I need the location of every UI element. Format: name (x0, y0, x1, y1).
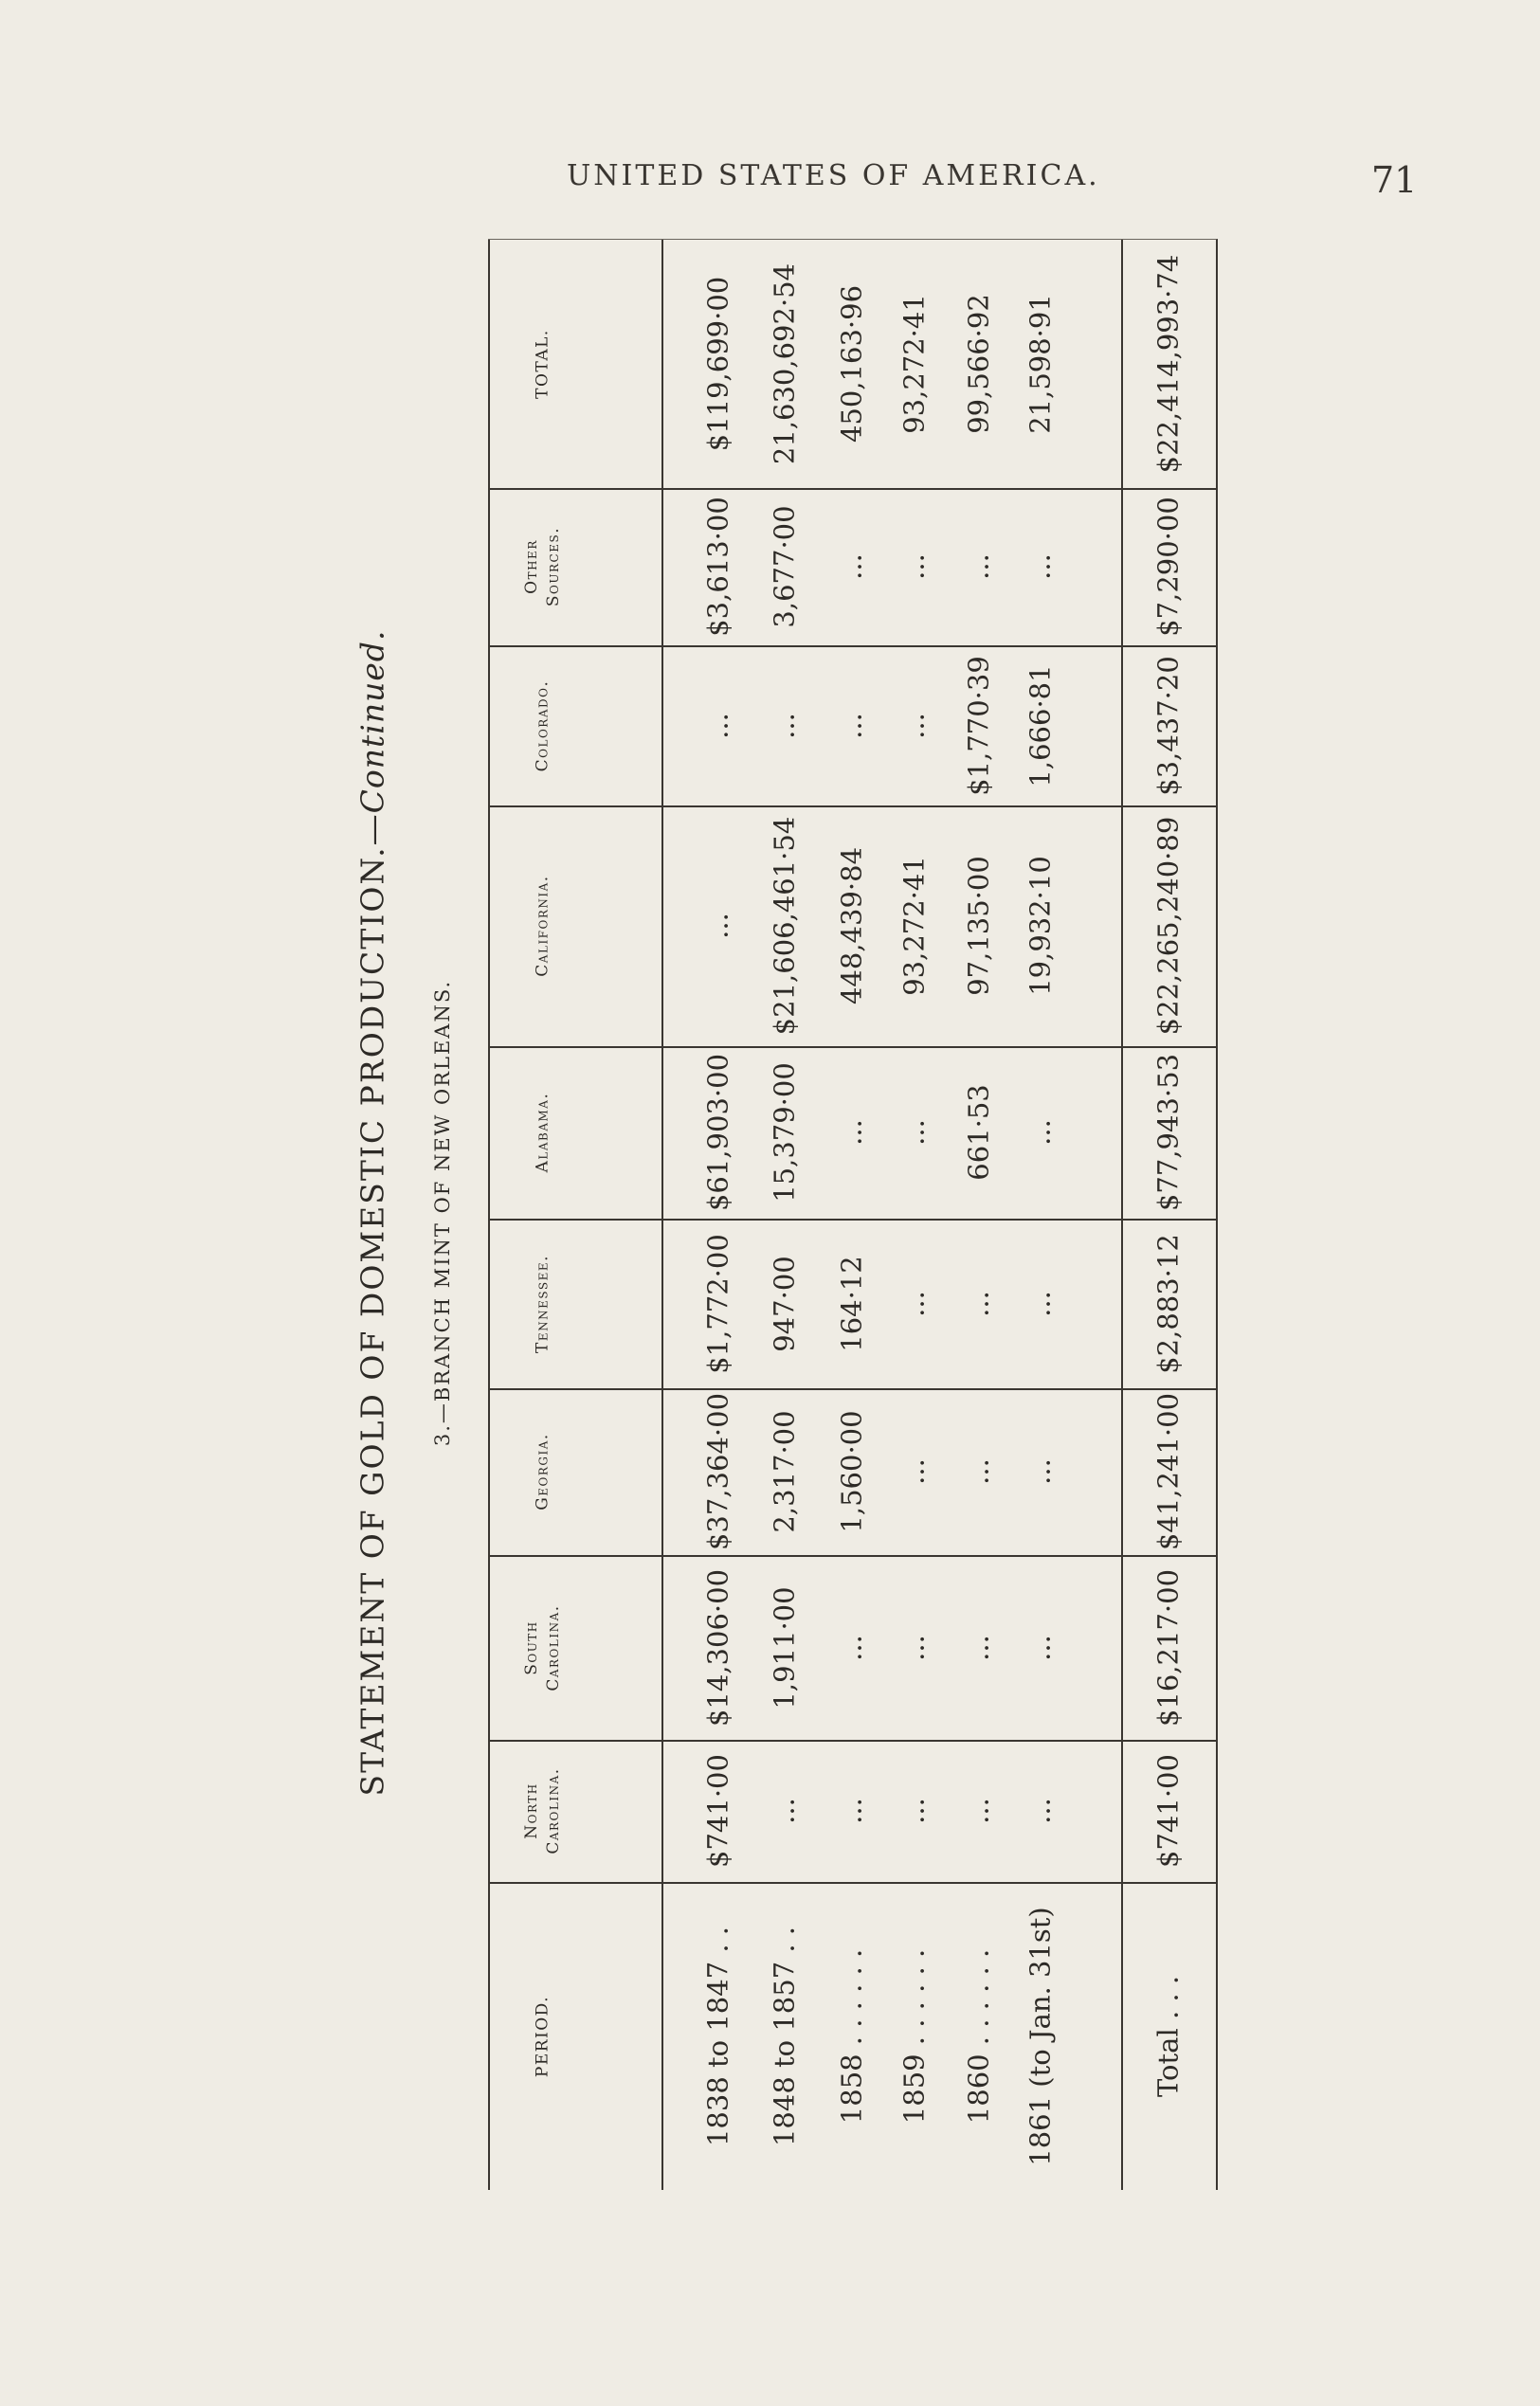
table-cell: ... (835, 553, 868, 580)
column-header-line: North (522, 1782, 542, 1839)
total-cell: $16,217·00 (1151, 1568, 1185, 1727)
table-cell: 3,677·00 (768, 505, 801, 628)
table-cell: 1,560·00 (835, 1410, 868, 1533)
table-cell: ... (897, 1290, 931, 1317)
table-cell: 15,379·00 (768, 1062, 801, 1203)
column-header (521, 1767, 565, 1854)
column-header (521, 527, 565, 606)
table-cell: ... (962, 1290, 995, 1317)
table-cell: ... (897, 1634, 931, 1661)
table-cell: 661·53 (962, 1084, 995, 1181)
column-header (533, 1093, 554, 1173)
column-header (533, 1254, 554, 1352)
total-row-label: Total . . . (1151, 1975, 1185, 2097)
table-cell: ... (768, 712, 801, 739)
table-cell: ... (897, 1798, 931, 1824)
table-cell: ... (1024, 1798, 1057, 1824)
column-header-line: Alabama. (533, 1092, 553, 1173)
table-cell: 99,566·92 (962, 294, 995, 434)
total-cell: $7,290·00 (1151, 497, 1185, 637)
column-header (521, 1604, 565, 1691)
total-cell: $22,414,993·74 (1151, 254, 1185, 474)
table-cell: 448,439·84 (835, 846, 868, 1005)
table-cell: 93,272·41 (897, 856, 931, 996)
column-header (533, 679, 554, 771)
table-cell: 947·00 (768, 1255, 801, 1352)
period-label: 1838 to 1847 . . (701, 1926, 734, 2146)
table-cell: $61,903·00 (701, 1053, 734, 1212)
column-header-period-label: PERIOD. (533, 1995, 553, 2077)
period-label: 1848 to 1857 . . (768, 1926, 801, 2146)
table-cell: 21,598·91 (1024, 294, 1057, 434)
table-cell: 21,630,692·54 (768, 262, 801, 465)
table-cell: $14,306·00 (701, 1568, 734, 1727)
table-cell: ... (1024, 1458, 1057, 1485)
table-cell: 1,911·00 (768, 1585, 801, 1710)
column-header-period (533, 1995, 554, 2076)
table-cell: 19,932·10 (1024, 856, 1057, 996)
page-number: 71 (1371, 159, 1418, 201)
table-cell: $3,613·00 (701, 497, 734, 637)
column-header-line: Georgia. (533, 1433, 553, 1511)
table-cell: ... (962, 1634, 995, 1661)
column-header-line: South (522, 1619, 542, 1675)
period-label: 1861 (to Jan. 31st) (1024, 1906, 1057, 2166)
column-header (533, 329, 554, 399)
table-cell: $119,699·00 (701, 276, 734, 452)
period-label: 1860 . . . . . . (962, 1948, 995, 2124)
column-header-line: TOTAL. (533, 329, 553, 399)
table-cell: ... (1024, 1290, 1057, 1317)
table-cell: $741·00 (701, 1754, 734, 1868)
table-cell: ... (835, 1119, 868, 1146)
table-cell: ... (962, 1458, 995, 1485)
table-cell: ... (897, 1119, 931, 1146)
period-label: 1859 . . . . . . (897, 1948, 931, 2124)
table-cell: ... (768, 1798, 801, 1824)
table-cell: ... (701, 712, 734, 739)
table-cell: $37,364·00 (701, 1392, 734, 1551)
total-cell: $2,883·12 (1151, 1233, 1185, 1374)
column-header-line: Colorado. (533, 679, 553, 771)
table-cell: $1,770·39 (962, 655, 995, 796)
column-header-line: Other (522, 539, 542, 594)
table-title-continued: —Continued. (353, 629, 391, 846)
column-header-line: Carolina. (544, 1767, 563, 1854)
table-cell: 164·12 (835, 1255, 868, 1352)
total-cell: $41,241·00 (1151, 1392, 1185, 1551)
table-cell: ... (1024, 1119, 1057, 1146)
table-cell: ... (897, 712, 931, 739)
table-cell: 2,317·00 (768, 1410, 801, 1533)
table-cell: ... (897, 553, 931, 580)
column-header-line: California. (533, 875, 553, 977)
table-cell: ... (701, 913, 734, 939)
table-cell: $1,772·00 (701, 1233, 734, 1374)
table-cell: $21,606,461·54 (768, 816, 801, 1036)
column-header-line: Tennessee. (533, 1254, 553, 1353)
column-header (533, 875, 554, 976)
table-cell: ... (835, 1798, 868, 1824)
table-cell: 97,135·00 (962, 856, 995, 996)
table-cell: ... (1024, 553, 1057, 580)
total-cell: $741·00 (1151, 1754, 1185, 1868)
table-title-text: STATEMENT OF GOLD OF DOMESTIC PRODUCTION. (353, 845, 391, 1797)
table-cell: ... (835, 1634, 868, 1661)
running-head: UNITED STATES OF AMERICA. (567, 159, 1100, 192)
period-label: 1858 . . . . . . (835, 1948, 868, 2124)
table-cell: ... (962, 553, 995, 580)
gold-production-table (488, 239, 1218, 2190)
column-header-line: Sources. (544, 526, 563, 607)
table-cell: 450,163·96 (835, 284, 868, 443)
total-cell: $77,943·53 (1151, 1053, 1185, 1212)
column-header (533, 1433, 554, 1511)
table-cell: 1,666·81 (1024, 663, 1057, 787)
column-header-line: Carolina. (544, 1603, 563, 1691)
total-cell: $3,437·20 (1151, 655, 1185, 796)
table-cell: 93,272·41 (897, 294, 931, 434)
total-cell: $22,265,240·89 (1151, 816, 1185, 1036)
table-cell: ... (835, 712, 868, 739)
table-cell: ... (897, 1458, 931, 1485)
table-cell: ... (1024, 1634, 1057, 1661)
table-subtitle: 3.—BRANCH MINT OF NEW ORLEANS. (431, 979, 454, 1447)
table-cell: ... (962, 1798, 995, 1824)
table-title (354, 630, 391, 1797)
